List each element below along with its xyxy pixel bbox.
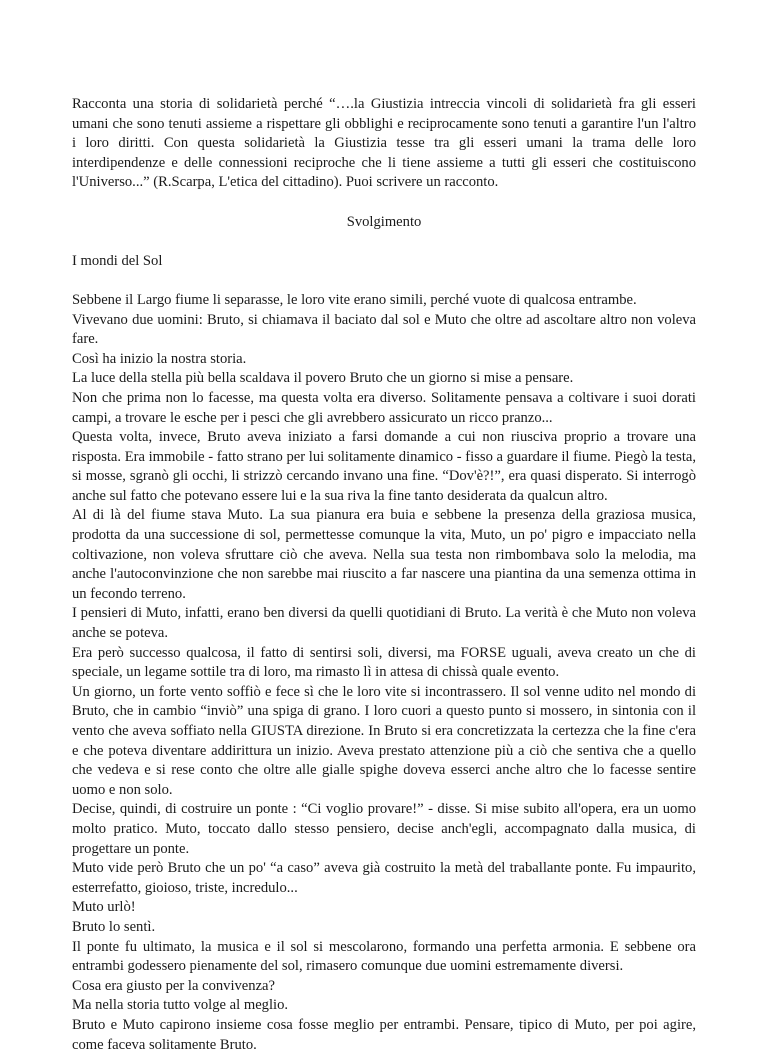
story-paragraph: Sebbene il Largo fiume li separasse, le loro vite erano simili, perché vuote di qualcosa entrambe.: [72, 291, 637, 308]
story-paragraph: Non che prima non lo facesse, ma questa volta era diverso. Solitamente pensava a coltivare i suoi dorati campi, a trovare le esche per i pesci che gli avrebbero assicurato un ricco pranzo...: [72, 389, 696, 426]
story-paragraph: Muto urlò!: [72, 899, 136, 916]
story-paragraph: Bruto lo sentì.: [72, 918, 156, 935]
story-paragraph: I pensieri di Muto, infatti, erano ben diversi da quelli quotidiani di Bruto. La verità è che Muto non voleva anche se poteva.: [72, 605, 696, 642]
story-paragraph: Cosa era giusto per la convivenza?: [72, 977, 276, 994]
story-paragraph: Ma nella storia tutto volge al meglio.: [72, 997, 289, 1014]
story-paragraph: Bruto e Muto capirono insieme cosa fosse meglio per entrambi. Pensare, tipico di Muto, per poi agire, come faceva solitamente Bruto.: [72, 1016, 696, 1053]
story-paragraph: Così ha inizio la nostra storia.: [72, 350, 247, 367]
section-heading: Svolgimento: [346, 213, 422, 230]
story-paragraph: Al di là del fiume stava Muto. La sua pianura era buia e sebbene la presenza della graziosa musica, prodotta da una successione di sol, permettesse comunque la vita, Muto, un po' pigro e impacciato nella coltivazione, non voleva sfruttare ciò che aveva. Nella sua testa non rimbombava solo la melodia, ma anche l'autoconvinzione che non sarebbe mai riuscito a far nascere una piantina da una semenza ottima in un fecondo terreno.: [72, 507, 696, 602]
document-page: [72, 95, 696, 1055]
story-paragraph: Un giorno, un forte vento soffiò e fece sì che le loro vite si incontrassero. Il sol venne udito nel mondo di Bruto, che in cambio “inviò” una spiga di grano. I loro cuori a questo punto si mossero, in sintonia con il vento che aveva soffiato nella GIUSTA direzione. In Bruto si era concretizzata la certezza che la fine c'era e che poteva diventare addirittura un inizio. Aveva prestato attenzione più a ciò che sentiva che a quello che vedeva e si rese conto che oltre alle gialle spighe doveva esserci anche altro che lo facesse sentire uomo e non solo.: [72, 683, 696, 798]
assignment-prompt: Racconta una storia di solidarietà perché “….la Giustizia intreccia vincoli di solidarietà fra gli esseri umani che sono tenuti assieme a rispettare gli obblighi e reciprocamente sono tenuti a garantire l'un l'altro i loro diritti. Con questa solidarietà la Giustizia tesse tra gli esseri umani la trama delle loro interdipendenze e delle connessioni reciproche che li tiene assieme a tutti gli esseri che costituiscono l'Universo...” (R.Scarpa, L'etica del cittadino). Puoi scrivere un racconto.: [72, 96, 696, 191]
story-paragraph: La luce della stella più bella scaldava il povero Bruto che un giorno si mise a pensare.: [72, 370, 574, 387]
story-title: I mondi del Sol: [72, 252, 163, 269]
story-paragraph: Era però successo qualcosa, il fatto di sentirsi soli, diversi, ma FORSE uguali, aveva creato un che di speciale, un legame sottile tra di loro, ma rimasto lì in attesa di chissà quale evento.: [72, 644, 696, 681]
story-paragraph: Vivevano due uomini: Bruto, si chiamava il baciato dal sol e Muto che oltre ad ascoltare altro non voleva fare.: [72, 311, 696, 348]
story-paragraph: Decise, quindi, di costruire un ponte : “Ci voglio provare!” - disse. Si mise subito all'opera, era un uomo molto pratico. Muto, toccato dallo stesso pensiero, decise anch'egli, accompagnato dalla musica, di progettare un ponte.: [72, 801, 696, 857]
story-body: [72, 291, 696, 1055]
story-paragraph: Il ponte fu ultimato, la musica e il sol si mescolarono, formando una perfetta armonia. E sebbene ora entrambi godessero pienamente del sol, rimasero comunque due uomini estremamente diversi.: [72, 938, 696, 975]
story-paragraph: Muto vide però Bruto che un po' “a caso” aveva già costruito la metà del traballante ponte. Fu impaurito, esterrefatto, gioioso, triste, incredulo...: [72, 860, 696, 896]
story-paragraph: Questa volta, invece, Bruto aveva iniziato a farsi domande a cui non riusciva proprio a trovare una risposta. Era immobile - fatto strano per lui solitamente dinamico - fisso a guardare il fiume. Piegò la testa, si mosse, sgranò gli occhi, li strizzò cercando invano una fine. “Dov'è?!”, era quasi disperato. Si interrogò anche sul fatto che potevano essere lui e la sua riva la fine tanto desiderata da qualcun altro.: [72, 429, 696, 504]
